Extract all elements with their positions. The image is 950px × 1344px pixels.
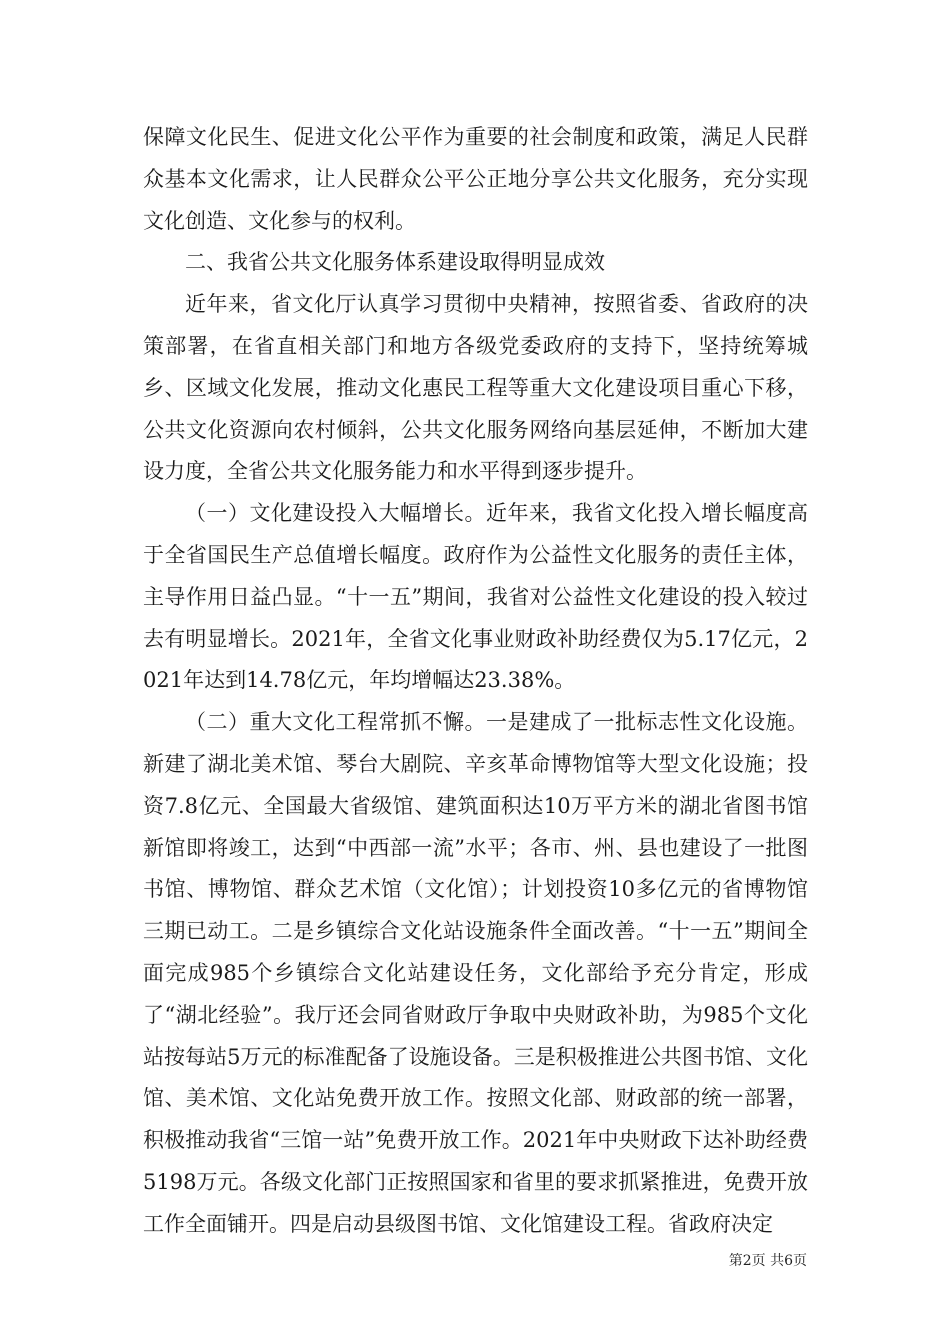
paragraph-recent-years: 近年来，省文化厅认真学习贯彻中央精神，按照省委、省政府的决策部署，在省直相关部门和地方各级党委政府的支持下，坚持统筹城乡、区域文化发展，推动文化惠民工程等重大文化建设项目重心下移，公共文化资源向农村倾斜，公共文化服务网络向基层延伸，不断加大建设力度，全省公共文化服务能力和水平得到逐步提升。 [143,292,808,484]
section-heading-achievements: 二、我省公共文化服务体系建设取得明显成效 [185,250,605,275]
paragraph-intro-continuation: 保障文化民生、促进文化公平作为重要的社会制度和政策，满足人民群众基本文化需求，让人民群众公平公正地分享公共文化服务，充分实现文化创造、文化参与的权利。 [143,125,808,233]
document-body [143,117,808,1246]
paragraph-investment-growth: （一）文化建设投入大幅增长。近年来，我省文化投入增长幅度高于全省国民生产总值增长幅度。政府作为公益性文化服务的责任主体，主导作用日益凸显。“十一五”期间，我省对公益性文化建设的投入较过去有明显增长。2021年，全省文化事业财政补助经费仅为5.17亿元，2021年达到14.78亿元，年均增幅达23.38%。 [143,501,808,693]
page-number-footer: 第2页 共6页 [728,1253,807,1269]
paragraph-major-projects: （二）重大文化工程常抓不懈。一是建成了一批标志性文化设施。新建了湖北美术馆、琴台大剧院、辛亥革命博物馆等大型文化设施；投资7.8亿元、全国最大省级馆、建筑面积达10万平方米的湖北省图书馆新馆即将竣工，达到“中西部一流”水平；各市、州、县也建设了一批图书馆、博物馆、群众艺术馆（文化馆）；计划投资10多亿元的省博物馆三期已动工。二是乡镇综合文化站设施条件全面改善。“十一五”期间全面完成985个乡镇综合文化站建设任务，文化部给予充分肯定，形成了“湖北经验”。我厅还会同省财政厅争取中央财政补助，为985个文化站按每站5万元的标准配备了设施设备。三是积极推进公共图书馆、文化馆、美术馆、文化站免费开放工作。按照文化部、财政部的统一部署，积极推动我省“三馆一站”免费开放工作。2021年中央财政下达补助经费5198万元。各级文化部门正按照国家和省里的要求抓紧推进，免费开放工作全面铺开。四是启动县级图书馆、文化馆建设工程。省政府决定 [143,710,808,1236]
